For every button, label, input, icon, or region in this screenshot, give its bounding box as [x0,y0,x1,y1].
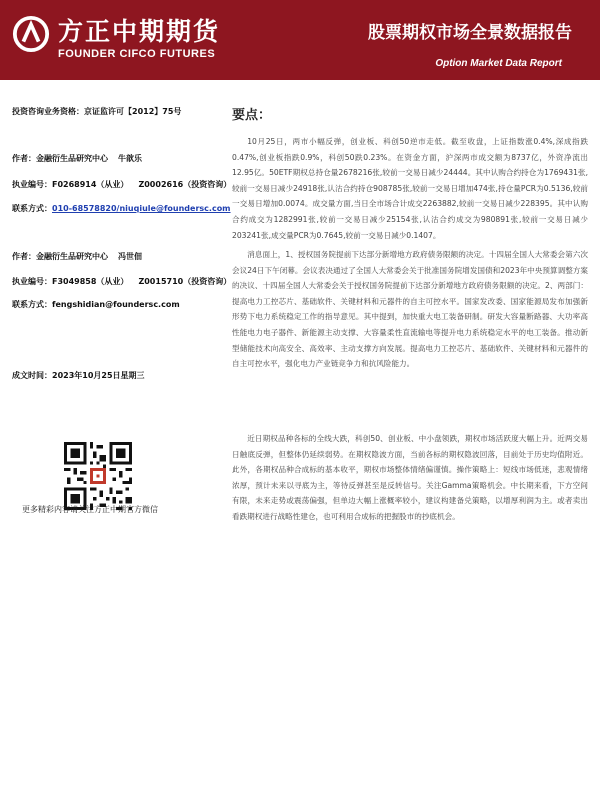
author1-line [12,153,142,164]
author-name: 牛歆乐 [118,154,142,163]
brand-name-en: FOUNDER CIFCO FUTURES [58,48,216,60]
founder-logo-icon [12,15,50,53]
author2-line [12,251,142,262]
author1-contact-line [12,203,231,214]
license-line: 投资咨询业务资格：京证监许可【2012】75号 [12,107,182,116]
author-label: 作者： [12,154,36,163]
reg-value-2: Z0002616（投资咨询） [138,180,232,189]
contact-email-link[interactable]: 010-68578820/niuqiule@foundersc.com [52,204,231,213]
author-org: 金融衍生品研究中心 [36,154,108,163]
date-value: 2023年10月25日星期三 [52,371,145,380]
reg-value-2: Z0015710（投资咨询） [138,277,232,286]
wechat-qr-code-icon [64,442,132,510]
market-summary-paragraph: 10月25日，两市小幅反弹，创业板、科创50逆市走低。截至收盘，上证指数涨0.4%,深成指跌0.47%,创业板指跌0.9%，科创50跌0.23%。在资金方面，沪深两市成交额为8737亿，外资净流出12.95亿。50ETF期权总持仓量2678216张,较前一交易日减少24444。其中认购合约持仓为1769431张,较前一交易日减少24918张,认沽合约持仓908785张,较前一交易日增加474张,持仓量PCR为0.5136,较前一交易日增加0.0074。成交量方面,当日全市场合计成交2263882,较前一交易日减少228395。其中认购合约成交为1282991张,较前一交易日减少25154张,认沽合约成交为980891张,较前一交易日减少203241张,成交量PCR为0.7645,较前一交易日减少0.1407。 [232,137,588,240]
author2-contact-line [12,299,180,310]
author-org: 金融衍生品研究中心 [36,252,108,261]
date-label: 成文时间： [12,371,52,380]
author2-reg-line [12,276,231,287]
brand-name-cn: 方正中期期货 [58,17,221,46]
reg-label: 执业编号： [12,180,52,189]
contact-label: 联系方式： [12,204,52,213]
report-title: 股票期权市场全景数据报告 [368,23,572,43]
author-name: 冯世佃 [118,252,142,261]
date-line [12,370,145,381]
reg-value-1: F0268914（从业） [52,180,129,189]
reg-value-1: F3049858（从业） [52,277,129,286]
contact-email: fengshidian@foundersc.com [52,300,180,309]
report-subtitle-en: Option Market Data Report [435,58,562,69]
reg-label: 执业编号： [12,277,52,286]
section-title: 要点： [232,108,272,123]
news-paragraph: 消息面上，1、授权国务院提前下达部分新增地方政府债务限额的决定。十四届全国人大常委会第六次会议24日下午闭幕。会议表决通过了全国人大常委会关于批准国务院增发国债和2023年中央预算调整方案的决议、十四届全国人大常委会关于授权国务院提前下达部分新增地方政府债务限额的决定。2、两部门：提高电力工控芯片、基础软件、关键材料和元器件的自主可控水平。国家发改委、国家能源局发布加强新形势下电力系统稳定工作的指导意见。其中提到，加快重大电工装备研制。研发大容量断路器、大功率高性能电力电子器件、新能源主动支撑、大容量柔性直流输电等提升电力系统稳定水平的电工装备。推动新型储能技术向高安全、高效率、主动支撑方向发展。提高电力工控芯片、基础软件、关键材料和元器件的自主可控水平，强化电力产业链竞争力和抗风险能力。 [232,250,588,369]
qr-caption: 更多精彩内容请关注方正中期官方微信 [22,505,158,514]
report-header [0,0,600,80]
strategy-paragraph: 近日期权品种各标的全线大跌，科创50、创业板、中小盘领跌，期权市场活跃度大幅上升。近两交易日触底反弹，但整体仍延续弱势。在期权隐波方面，当前各标的期权隐波回落，目前处于历史均值附近。此外，各期权品种合成标的基本收平，期权市场整体情绪偏谨慎。操作策略上：短线市场低迷，悲观情绪浓厚，预计未来以寻底为主，等待反弹甚至是反转信号。关注Gamma策略机会。中长期来看，下方空间有限，未来走势或震荡偏强，但单边大幅上涨概率较小，建议构建备兑策略，以增厚利润为主。或者卖出看跌期权进行战略性建仓，也可利用合成标的把握股市的抄底机会。 [232,434,588,521]
author1-reg-line [12,179,231,190]
contact-label: 联系方式： [12,300,52,309]
author-label: 作者： [12,252,36,261]
